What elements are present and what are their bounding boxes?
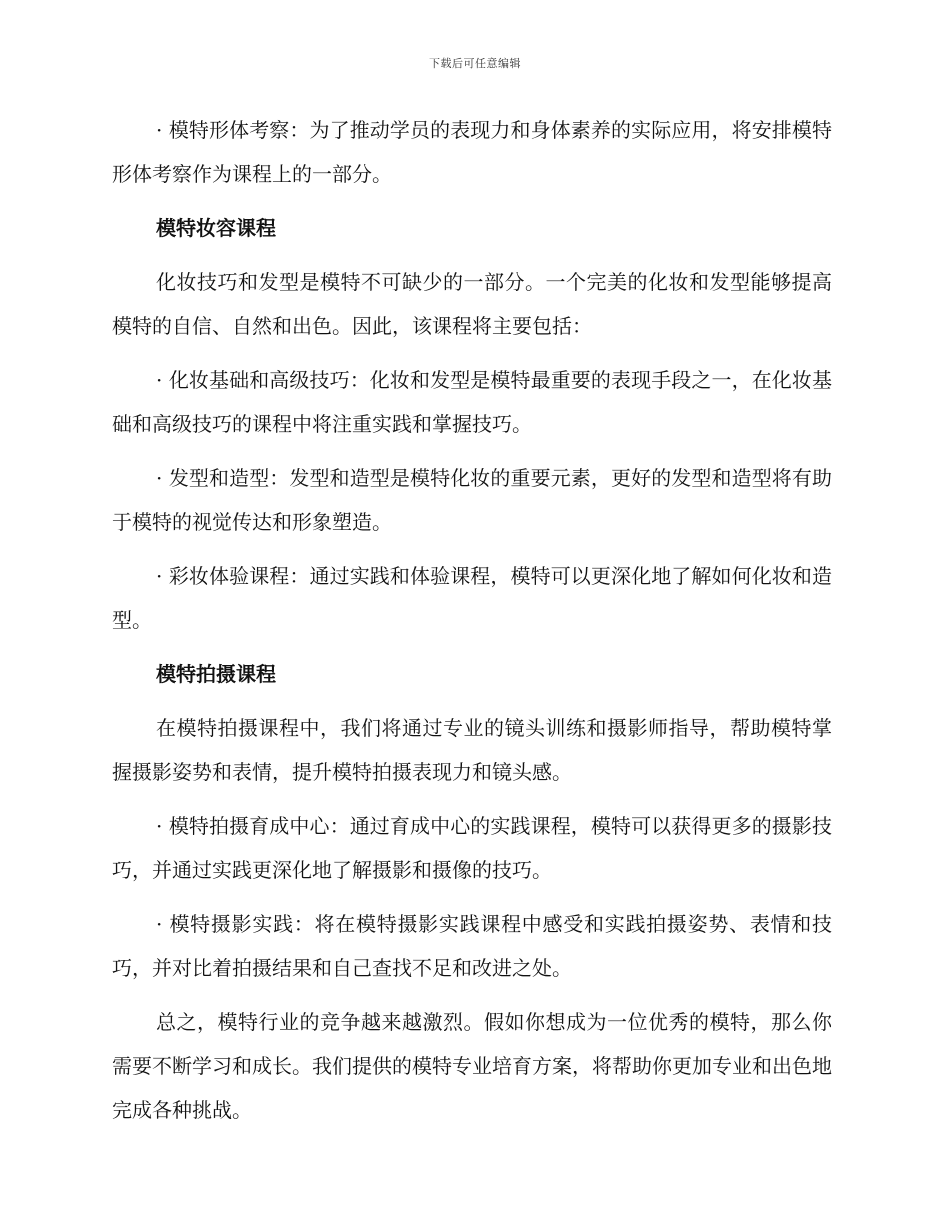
paragraph-photography-intro: 在模特拍摄课程中，我们将通过专业的镜头训练和摄影师指导，帮助模特掌握摄影姿势和表情，提升模特拍摄表现力和镜头感。: [112, 716, 832, 784]
paragraph-body-measurement: · 模特形体考察：为了推动学员的表现力和身体素养的实际应用，将安排模特形体考察作为课程上的一部分。: [112, 118, 832, 186]
paragraph-hairstyle: · 发型和造型：发型和造型是模特化妆的重要元素，更好的发型和造型将有助于模特的视觉传达和形象塑造。: [112, 466, 832, 534]
paragraph-photography-practice: · 模特摄影实践：将在模特摄影实践课程中感受和实践拍摄姿势、表情和技巧，并对比着拍摄结果和自己查找不足和改进之处。: [112, 912, 832, 980]
document-body: [112, 108, 832, 1142]
paragraph-makeup-basics: · 化妆基础和高级技巧：化妆和发型是模特最重要的表现手段之一，在化妆基础和高级技巧的课程中将注重实践和掌握技巧。: [112, 368, 832, 436]
paragraph-photography-center: · 模特拍摄育成中心：通过育成中心的实践课程，模特可以获得更多的摄影技巧，并通过实践更深化地了解摄影和摄像的技巧。: [112, 814, 832, 882]
page-header: 下载后可任意编辑: [429, 57, 521, 70]
section-heading-makeup: 模特妆容课程: [156, 216, 276, 240]
paragraph-makeup-intro: 化妆技巧和发型是模特不可缺少的一部分。一个完美的化妆和发型能够提高模特的自信、自然和出色。因此，该课程将主要包括：: [112, 270, 832, 338]
section-heading-photography: 模特拍摄课程: [156, 662, 276, 686]
paragraph-makeup-experience: · 彩妆体验课程：通过实践和体验课程，模特可以更深化地了解如何化妆和造型。: [112, 564, 832, 632]
paragraph-conclusion: 总之，模特行业的竞争越来越激烈。假如你想成为一位优秀的模特，那么你需要不断学习和成长。我们提供的模特专业培育方案，将帮助你更加专业和出色地完成各种挑战。: [112, 1010, 832, 1122]
